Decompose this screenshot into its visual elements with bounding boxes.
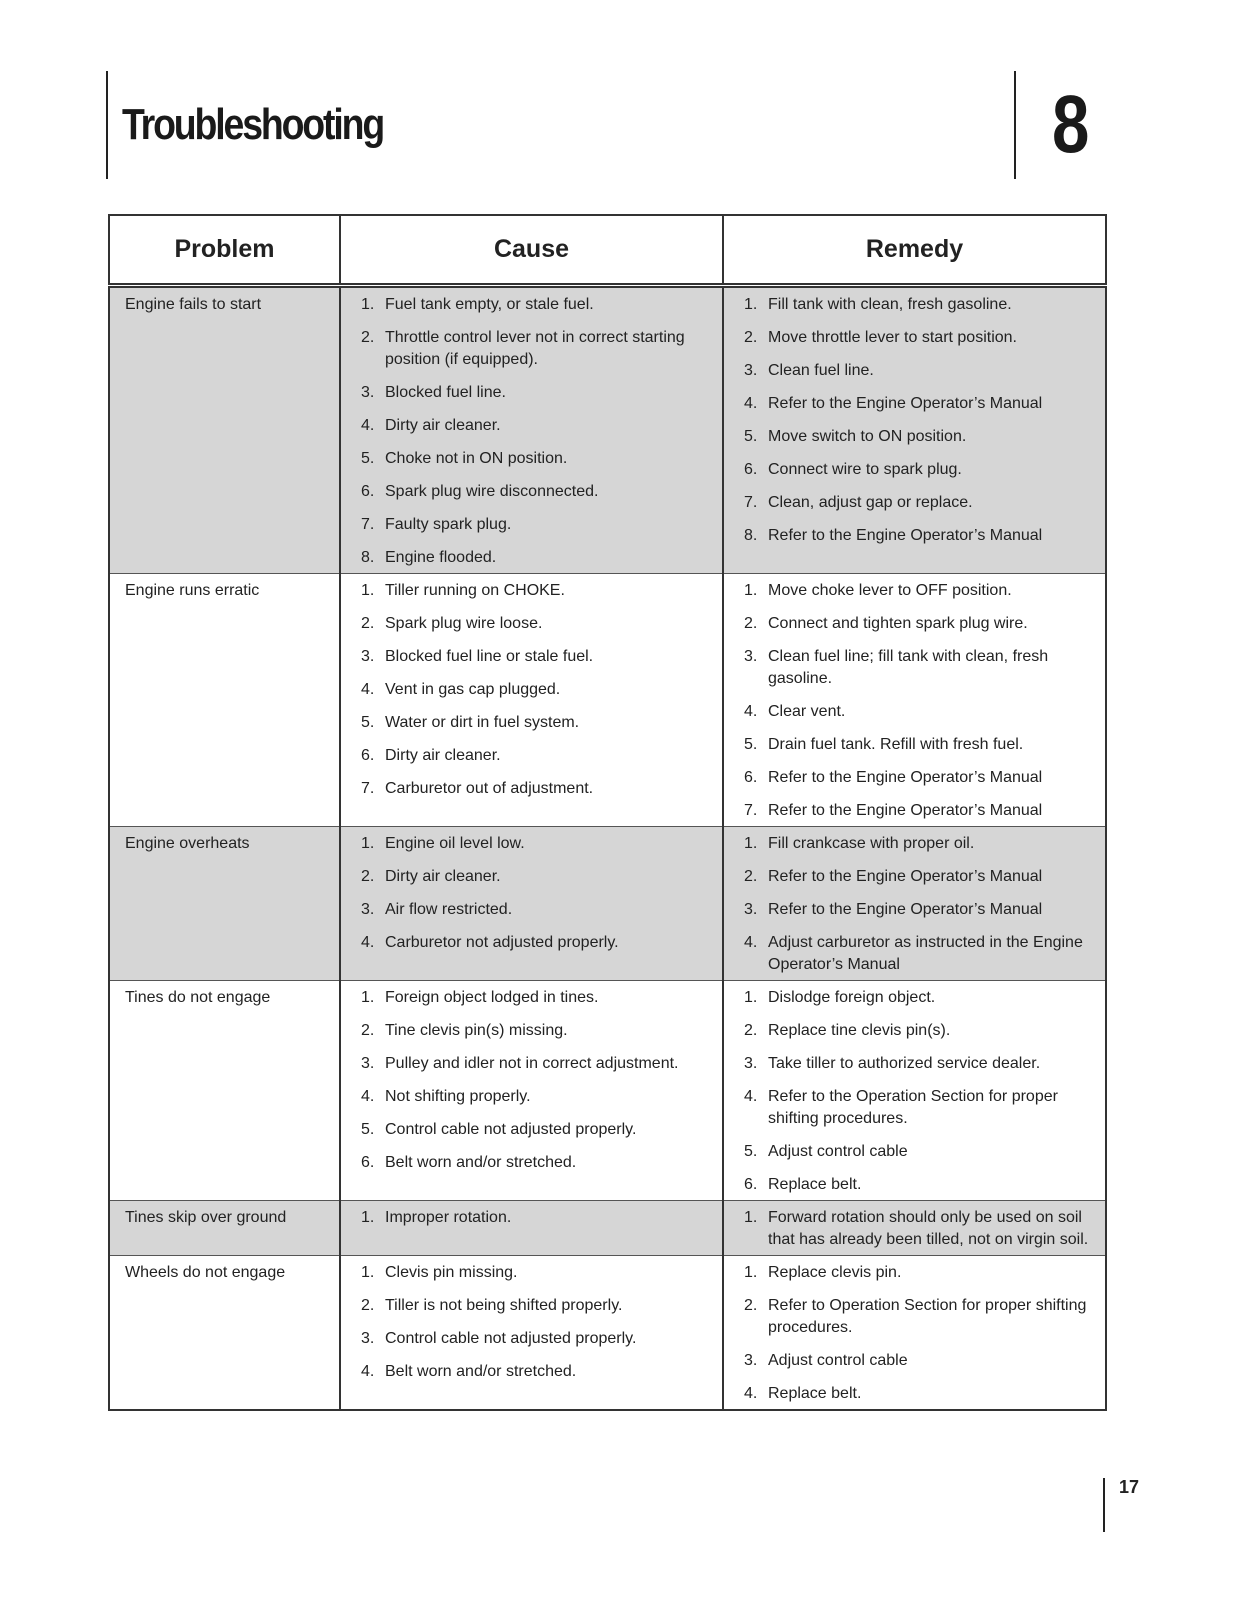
remedy-text: Move switch to ON position. <box>768 428 967 445</box>
problem-cell: Engine overheats <box>109 827 340 981</box>
remedy-item <box>744 580 1097 602</box>
problem-cell: Tines skip over ground <box>109 1201 340 1256</box>
remedy-item <box>744 1174 1097 1196</box>
item-number: 4. <box>744 395 758 412</box>
item-number: 3. <box>361 648 375 665</box>
item-number: 1. <box>744 582 758 599</box>
cause-text: Faulty spark plug. <box>385 516 512 533</box>
cause-text: Pulley and idler not in correct adjustment. <box>385 1055 679 1072</box>
cause-item <box>361 679 714 701</box>
remedy-item <box>744 459 1097 481</box>
cause-item <box>361 1361 714 1383</box>
remedy-item <box>744 327 1097 349</box>
remedy-text: Clean fuel line; fill tank with clean, fresh gasoline. <box>768 648 1049 687</box>
item-number: 4. <box>361 1363 375 1380</box>
remedy-list <box>738 294 1097 547</box>
table-header-row <box>109 215 1106 286</box>
item-number: 6. <box>744 461 758 478</box>
remedy-item <box>744 701 1097 723</box>
cause-text: Dirty air cleaner. <box>385 417 501 434</box>
remedy-cell <box>723 827 1106 981</box>
item-number: 3. <box>744 362 758 379</box>
cause-text: Tine clevis pin(s) missing. <box>385 1022 568 1039</box>
item-number: 2. <box>361 868 375 885</box>
remedy-text: Refer to the Engine Operator’s Manual <box>768 769 1043 786</box>
item-number: 3. <box>744 901 758 918</box>
cause-item <box>361 778 714 800</box>
cause-item <box>361 866 714 888</box>
remedy-cell <box>723 981 1106 1201</box>
item-number: 8. <box>361 549 375 566</box>
remedy-text: Refer to the Engine Operator’s Manual <box>768 802 1043 819</box>
cause-cell <box>340 1201 723 1256</box>
remedy-text: Clean fuel line. <box>768 362 874 379</box>
cause-text: Choke not in ON position. <box>385 450 568 467</box>
cause-item <box>361 932 714 954</box>
item-number: 5. <box>744 1143 758 1160</box>
cause-list <box>355 1207 714 1229</box>
remedy-text: Refer to the Engine Operator’s Manual <box>768 527 1043 544</box>
item-number: 2. <box>744 1297 758 1314</box>
problem-cell: Engine runs erratic <box>109 574 340 827</box>
cause-item <box>361 294 714 316</box>
remedy-list <box>738 1262 1097 1405</box>
cause-text: Spark plug wire loose. <box>385 615 543 632</box>
cause-text: Improper rotation. <box>385 1209 512 1226</box>
remedy-item <box>744 899 1097 921</box>
item-number: 1. <box>361 1264 375 1281</box>
cause-item <box>361 1295 714 1317</box>
cause-item <box>361 1053 714 1075</box>
item-number: 4. <box>361 681 375 698</box>
item-number: 2. <box>361 1297 375 1314</box>
table-body <box>109 286 1106 1411</box>
remedy-text: Refer to the Engine Operator’s Manual <box>768 868 1043 885</box>
item-number: 2. <box>744 1022 758 1039</box>
remedy-text: Adjust control cable <box>768 1352 908 1369</box>
item-number: 7. <box>361 516 375 533</box>
item-number: 5. <box>361 1121 375 1138</box>
cause-cell <box>340 981 723 1201</box>
remedy-item <box>744 1350 1097 1372</box>
cause-text: Belt worn and/or stretched. <box>385 1363 577 1380</box>
item-number: 2. <box>361 615 375 632</box>
cause-list <box>355 1262 714 1383</box>
remedy-item <box>744 360 1097 382</box>
cause-item <box>361 1152 714 1174</box>
cause-item <box>361 448 714 470</box>
item-number: 3. <box>361 901 375 918</box>
item-number: 4. <box>744 703 758 720</box>
cause-text: Engine oil level low. <box>385 835 525 852</box>
cause-text: Air flow restricted. <box>385 901 513 918</box>
cause-item <box>361 382 714 404</box>
problem-cell: Engine fails to start <box>109 286 340 574</box>
remedy-text: Drain fuel tank. Refill with fresh fuel. <box>768 736 1024 753</box>
cause-list <box>355 833 714 954</box>
remedy-item <box>744 1141 1097 1163</box>
cause-item <box>361 899 714 921</box>
cause-text: Dirty air cleaner. <box>385 868 501 885</box>
item-number: 3. <box>361 1055 375 1072</box>
item-number: 6. <box>744 1176 758 1193</box>
cause-item <box>361 745 714 767</box>
title-left-rule <box>106 71 108 179</box>
cause-item <box>361 1020 714 1042</box>
cause-text: Fuel tank empty, or stale fuel. <box>385 296 594 313</box>
item-number: 1. <box>744 296 758 313</box>
item-number: 2. <box>361 1022 375 1039</box>
table-row <box>109 1256 1106 1411</box>
item-number: 5. <box>744 428 758 445</box>
cause-item <box>361 1207 714 1229</box>
item-number: 4. <box>361 934 375 951</box>
page-number: 17 <box>1119 1477 1140 1497</box>
item-number: 5. <box>744 736 758 753</box>
page-number-rule <box>1103 1478 1105 1532</box>
cause-list <box>355 294 714 569</box>
remedy-list <box>738 580 1097 822</box>
remedy-text: Refer to the Engine Operator’s Manual <box>768 395 1043 412</box>
remedy-text: Refer to the Operation Section for proper shifting procedures. <box>768 1088 1058 1127</box>
cause-cell <box>340 1256 723 1411</box>
remedy-text: Fill crankcase with proper oil. <box>768 835 975 852</box>
remedy-list <box>738 833 1097 976</box>
remedy-item <box>744 1383 1097 1405</box>
cause-text: Foreign object lodged in tines. <box>385 989 599 1006</box>
header-remedy: Remedy <box>723 215 1106 286</box>
cause-item <box>361 613 714 635</box>
item-number: 6. <box>361 1154 375 1171</box>
remedy-item <box>744 393 1097 415</box>
cause-item <box>361 833 714 855</box>
remedy-item <box>744 525 1097 547</box>
remedy-item <box>744 646 1097 690</box>
cause-text: Blocked fuel line. <box>385 384 506 401</box>
remedy-cell <box>723 1201 1106 1256</box>
cause-text: Vent in gas cap plugged. <box>385 681 561 698</box>
remedy-text: Adjust carburetor as instructed in the Engine Operator’s Manual <box>768 934 1083 973</box>
cause-item <box>361 481 714 503</box>
cause-text: Throttle control lever not in correct starting position (if equipped). <box>385 329 685 368</box>
cause-item <box>361 1086 714 1108</box>
item-number: 3. <box>361 384 375 401</box>
header-problem: Problem <box>109 215 340 286</box>
item-number: 1. <box>361 1209 375 1226</box>
item-number: 4. <box>744 1385 758 1402</box>
cause-text: Control cable not adjusted properly. <box>385 1330 637 1347</box>
chapter-number: 8 <box>1052 79 1090 170</box>
remedy-item <box>744 426 1097 448</box>
table-row <box>109 981 1106 1201</box>
item-number: 7. <box>361 780 375 797</box>
remedy-text: Fill tank with clean, fresh gasoline. <box>768 296 1012 313</box>
remedy-item <box>744 866 1097 888</box>
remedy-cell <box>723 286 1106 574</box>
cause-text: Dirty air cleaner. <box>385 747 501 764</box>
item-number: 7. <box>744 802 758 819</box>
item-number: 3. <box>744 648 758 665</box>
header-cause: Cause <box>340 215 723 286</box>
remedy-text: Clear vent. <box>768 703 846 720</box>
remedy-item <box>744 767 1097 789</box>
item-number: 6. <box>361 747 375 764</box>
remedy-text: Forward rotation should only be used on soil that has already been tilled, not on virgin soil. <box>768 1209 1089 1248</box>
cause-item <box>361 712 714 734</box>
remedy-item <box>744 1086 1097 1130</box>
remedy-item <box>744 613 1097 635</box>
problem-cell: Tines do not engage <box>109 981 340 1201</box>
cause-item <box>361 1262 714 1284</box>
remedy-item <box>744 833 1097 855</box>
remedy-item <box>744 1053 1097 1075</box>
cause-item <box>361 646 714 668</box>
item-number: 7. <box>744 494 758 511</box>
remedy-item <box>744 1295 1097 1339</box>
item-number: 2. <box>744 868 758 885</box>
cause-list <box>355 987 714 1174</box>
remedy-text: Move choke lever to OFF position. <box>768 582 1012 599</box>
remedy-item <box>744 932 1097 976</box>
item-number: 1. <box>744 835 758 852</box>
remedy-item <box>744 492 1097 514</box>
table-row <box>109 574 1106 827</box>
item-number: 1. <box>744 989 758 1006</box>
cause-item <box>361 547 714 569</box>
cause-list <box>355 580 714 800</box>
page-title: Troubleshooting <box>122 100 384 149</box>
cause-item <box>361 415 714 437</box>
item-number: 1. <box>744 1209 758 1226</box>
remedy-item <box>744 800 1097 822</box>
cause-item <box>361 1119 714 1141</box>
remedy-list <box>738 1207 1097 1251</box>
cause-item <box>361 514 714 536</box>
remedy-text: Replace belt. <box>768 1176 862 1193</box>
remedy-text: Connect and tighten spark plug wire. <box>768 615 1028 632</box>
remedy-item <box>744 1207 1097 1251</box>
remedy-text: Replace tine clevis pin(s). <box>768 1022 951 1039</box>
remedy-text: Take tiller to authorized service dealer. <box>768 1055 1041 1072</box>
cause-cell <box>340 574 723 827</box>
remedy-text: Dislodge foreign object. <box>768 989 936 1006</box>
cause-text: Tiller running on CHOKE. <box>385 582 565 599</box>
cause-text: Clevis pin missing. <box>385 1264 518 1281</box>
cause-text: Not shifting properly. <box>385 1088 531 1105</box>
item-number: 4. <box>361 417 375 434</box>
remedy-text: Refer to the Engine Operator’s Manual <box>768 901 1043 918</box>
remedy-text: Replace clevis pin. <box>768 1264 902 1281</box>
cause-text: Spark plug wire disconnected. <box>385 483 599 500</box>
remedy-item <box>744 734 1097 756</box>
item-number: 3. <box>744 1055 758 1072</box>
table-row <box>109 1201 1106 1256</box>
remedy-cell <box>723 1256 1106 1411</box>
item-number: 5. <box>361 714 375 731</box>
cause-text: Carburetor out of adjustment. <box>385 780 594 797</box>
cause-item <box>361 987 714 1009</box>
item-number: 2. <box>744 329 758 346</box>
cause-text: Control cable not adjusted properly. <box>385 1121 637 1138</box>
item-number: 1. <box>361 582 375 599</box>
chapter-rule <box>1014 71 1016 179</box>
remedy-text: Connect wire to spark plug. <box>768 461 962 478</box>
cause-item <box>361 580 714 602</box>
cause-cell <box>340 286 723 574</box>
table-row <box>109 286 1106 574</box>
remedy-text: Clean, adjust gap or replace. <box>768 494 973 511</box>
remedy-list <box>738 987 1097 1196</box>
remedy-item <box>744 1020 1097 1042</box>
cause-item <box>361 1328 714 1350</box>
cause-text: Engine flooded. <box>385 549 497 566</box>
item-number: 8. <box>744 527 758 544</box>
item-number: 4. <box>361 1088 375 1105</box>
remedy-item <box>744 1262 1097 1284</box>
remedy-text: Adjust control cable <box>768 1143 908 1160</box>
remedy-text: Move throttle lever to start position. <box>768 329 1017 346</box>
item-number: 4. <box>744 1088 758 1105</box>
remedy-text: Refer to Operation Section for proper shifting procedures. <box>768 1297 1087 1336</box>
item-number: 2. <box>744 615 758 632</box>
cause-text: Belt worn and/or stretched. <box>385 1154 577 1171</box>
item-number: 1. <box>361 989 375 1006</box>
remedy-item <box>744 294 1097 316</box>
item-number: 6. <box>744 769 758 786</box>
remedy-item <box>744 987 1097 1009</box>
cause-cell <box>340 827 723 981</box>
cause-text: Blocked fuel line or stale fuel. <box>385 648 594 665</box>
item-number: 1. <box>361 835 375 852</box>
cause-text: Tiller is not being shifted properly. <box>385 1297 623 1314</box>
troubleshooting-table <box>108 214 1107 1411</box>
item-number: 6. <box>361 483 375 500</box>
item-number: 3. <box>361 1330 375 1347</box>
item-number: 4. <box>744 934 758 951</box>
cause-text: Water or dirt in fuel system. <box>385 714 580 731</box>
table-row <box>109 827 1106 981</box>
item-number: 2. <box>361 329 375 346</box>
remedy-text: Replace belt. <box>768 1385 862 1402</box>
item-number: 5. <box>361 450 375 467</box>
item-number: 1. <box>744 1264 758 1281</box>
item-number: 1. <box>361 296 375 313</box>
remedy-cell <box>723 574 1106 827</box>
cause-item <box>361 327 714 371</box>
item-number: 3. <box>744 1352 758 1369</box>
cause-text: Carburetor not adjusted properly. <box>385 934 619 951</box>
problem-cell: Wheels do not engage <box>109 1256 340 1411</box>
